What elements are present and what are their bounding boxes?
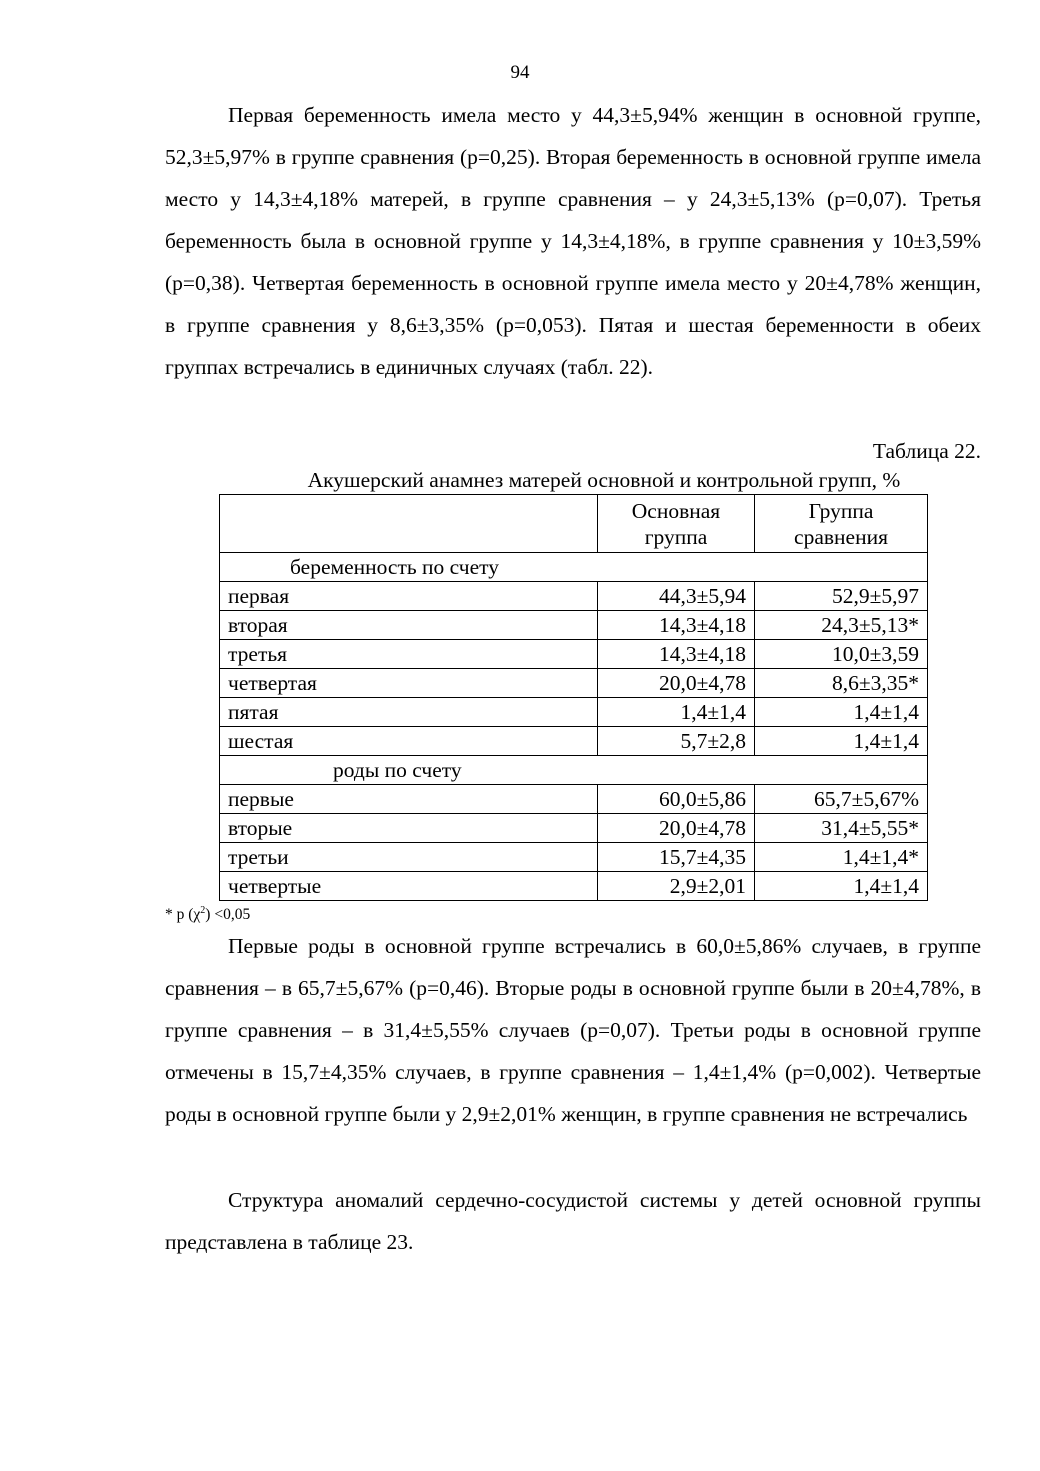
section-title-births: роды по счету — [220, 756, 928, 785]
main-group-value: 5,7±2,8 — [598, 727, 755, 756]
table-header-row — [220, 495, 928, 553]
row-label: третья — [220, 640, 598, 669]
row-label: вторая — [220, 611, 598, 640]
main-group-value: 44,3±5,94 — [598, 582, 755, 611]
main-group-value: 14,3±4,18 — [598, 611, 755, 640]
row-label: первая — [220, 582, 598, 611]
footnote-prefix: * р (χ — [165, 906, 201, 924]
table-row — [220, 582, 928, 611]
comparison-group-value: 24,3±5,13* — [755, 611, 928, 640]
main-group-value: 15,7±4,35 — [598, 843, 755, 872]
paragraph-structure: Структура аномалий сердечно-сосудистой системы у детей основной группы представлена в таблице 23. — [165, 1188, 981, 1254]
comparison-group-value: 1,4±1,4* — [755, 843, 928, 872]
footnote-suffix: ) <0,05 — [205, 906, 251, 924]
row-label: четвертые — [220, 872, 598, 901]
header-empty-cell — [220, 495, 598, 553]
page-number: 94 — [510, 62, 530, 83]
row-label: пятая — [220, 698, 598, 727]
main-group-value: 20,0±4,78 — [598, 814, 755, 843]
section-row — [220, 756, 928, 785]
comparison-group-value: 52,9±5,97 — [755, 582, 928, 611]
comparison-group-value: 1,4±1,4 — [755, 872, 928, 901]
table-row — [220, 669, 928, 698]
row-label: четвертая — [220, 669, 598, 698]
table-row — [220, 698, 928, 727]
main-group-value: 14,3±4,18 — [598, 640, 755, 669]
table-caption: Акушерский анамнез матерей основной и контрольной групп, % — [307, 468, 901, 492]
comparison-group-value: 1,4±1,4 — [755, 727, 928, 756]
row-label: шестая — [220, 727, 598, 756]
section-title-pregnancy: беременность по счету — [220, 553, 928, 582]
main-group-value: 2,9±2,01 — [598, 872, 755, 901]
header-main-group: Основная группа — [598, 495, 755, 553]
section-row — [220, 553, 928, 582]
table-row — [220, 611, 928, 640]
table-row — [220, 640, 928, 669]
main-group-value: 1,4±1,4 — [598, 698, 755, 727]
table-row — [220, 785, 928, 814]
obstetric-history-table — [219, 494, 928, 901]
main-group-value: 20,0±4,78 — [598, 669, 755, 698]
comparison-group-value: 65,7±5,67% — [755, 785, 928, 814]
table-footnote — [165, 902, 250, 924]
paragraph-pregnancy: Первая беременность имела место у 44,3±5,94% женщин в основной группе, 52,3±5,97% в группе сравнения (р=0,25). Вторая беременность в основной группе имела место у 14,3±4,18% матерей, в группе сравнения – у 24,3±5,13% (р=0,07). Третья беременность была в основной группе у 14,3±4,18%, в группе сравнения у 10±3,59% (р=0,38). Четвертая беременность в основной группе имела место у 20±4,78% женщин, в группе сравнения у 8,6±3,35% (р=0,053). Пятая и шестая беременности в обеих группах встречались в единичных случаях (табл. 22). — [165, 103, 981, 379]
table-row — [220, 843, 928, 872]
comparison-group-value: 10,0±3,59 — [755, 640, 928, 669]
row-label: третьи — [220, 843, 598, 872]
main-group-value: 60,0±5,86 — [598, 785, 755, 814]
table-row — [220, 814, 928, 843]
header-comparison-group: Группа сравнения — [755, 495, 928, 553]
comparison-group-value: 31,4±5,55* — [755, 814, 928, 843]
table-row — [220, 727, 928, 756]
comparison-group-value: 1,4±1,4 — [755, 698, 928, 727]
footnote-superscript: 2 — [200, 905, 206, 916]
comparison-group-value: 8,6±3,35* — [755, 669, 928, 698]
row-label: первые — [220, 785, 598, 814]
paragraph-births: Первые роды в основной группе встречались в 60,0±5,86% случаев, в группе сравнения – в 65,7±5,67% (р=0,46). Вторые роды в основной группе были в 20±4,78%, в группе сравнения – в 31,4±5,55% случаев (р=0,07). Третьи роды в основной группе отмечены в 15,7±4,35% случаев, в группе сравнения – 1,4±1,4% (р=0,002). Четвертые роды в основной группе были у 2,9±2,01% женщин, в группе сравнения не встречались — [165, 934, 981, 1126]
row-label: вторые — [220, 814, 598, 843]
table-label: Таблица 22. — [872, 439, 981, 463]
table-row — [220, 872, 928, 901]
